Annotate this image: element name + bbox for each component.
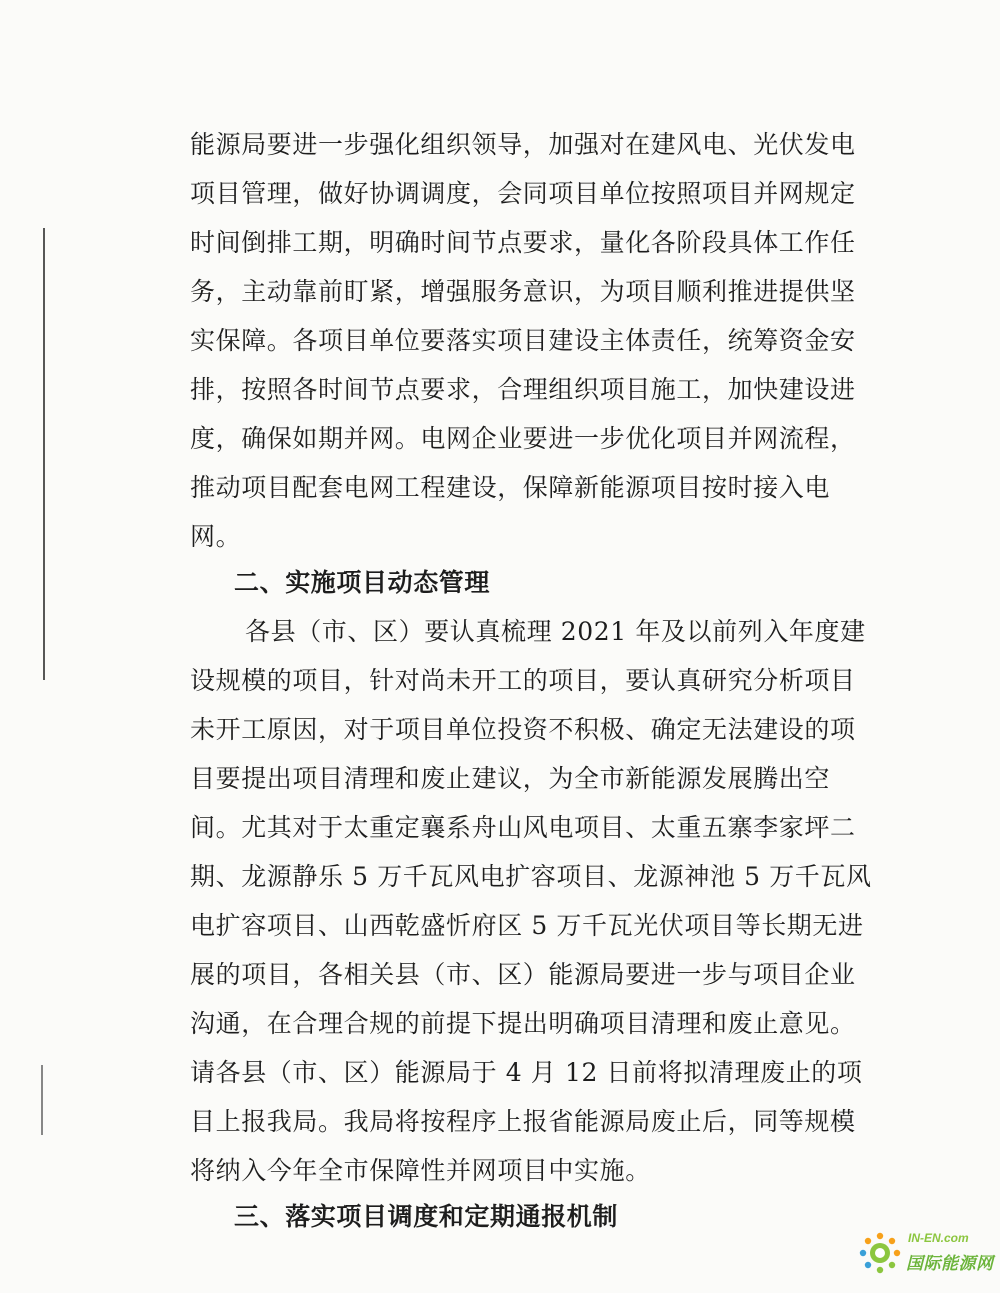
text-line: 设规模的项目，针对尚未开工的项目，要认真研究分析项目 <box>190 666 856 695</box>
text-line: 网。 <box>190 522 242 551</box>
scan-edge-line <box>41 1065 43 1135</box>
text-line: 展的项目，各相关县（市、区）能源局要进一步与项目企业 <box>190 960 856 989</box>
watermark-brand: 国际能源网 <box>906 1254 994 1274</box>
text-line: 目上报我局。我局将按程序上报省能源局废止后，同等规模 <box>190 1107 856 1136</box>
text-line: 排，按照各时间节点要求，合理组织项目施工，加快建设进 <box>190 375 856 404</box>
text-line: 期、龙源静乐 5 万千瓦风电扩容项目、龙源神池 5 万千瓦风 <box>190 862 872 891</box>
text-line: 目要提出项目清理和废止建议，为全市新能源发展腾出空 <box>190 764 831 793</box>
text-line: 未开工原因，对于项目单位投资不积极、确定无法建设的项 <box>190 715 856 744</box>
text-line: 推动项目配套电网工程建设，保障新能源项目按时接入电 <box>190 473 831 502</box>
section-heading: 二、实施项目动态管理 <box>234 568 491 597</box>
text-line: 项目管理，做好协调调度，会同项目单位按照项目并网规定 <box>190 179 856 208</box>
text-line: 将纳入今年全市保障性并网项目中实施。 <box>190 1156 651 1185</box>
text-line: 间。尤其对于太重定襄系舟山风电项目、太重五寨李家坪二 <box>190 813 856 842</box>
watermark-domain: IN-EN.com <box>908 1231 969 1245</box>
text-line: 电扩容项目、山西乾盛忻府区 5 万千瓦光伏项目等长期无进 <box>190 911 864 940</box>
text-line: 各县（市、区）要认真梳理 2021 年及以前列入年度建 <box>245 617 866 646</box>
scan-edge-line <box>43 228 45 680</box>
text-line: 实保障。各项目单位要落实项目建设主体责任，统筹资金安 <box>190 326 856 355</box>
sun-flower-logo-icon <box>858 1231 902 1275</box>
text-line: 时间倒排工期，明确时间节点要求，量化各阶段具体工作任 <box>190 228 856 257</box>
text-line: 请各县（市、区）能源局于 4 月 12 日前将拟清理废止的项 <box>190 1058 863 1087</box>
section-heading: 三、落实项目调度和定期通报机制 <box>234 1202 619 1231</box>
text-line: 务，主动靠前盯紧，增强服务意识，为项目顺利推进提供坚 <box>190 277 856 306</box>
text-line: 沟通，在合理合规的前提下提出明确项目清理和废止意见。 <box>190 1009 856 1038</box>
watermark-logo <box>850 1223 994 1283</box>
text-line: 能源局要进一步强化组织领导，加强对在建风电、光伏发电 <box>190 130 856 159</box>
text-line: 度，确保如期并网。电网企业要进一步优化项目并网流程， <box>190 424 856 453</box>
